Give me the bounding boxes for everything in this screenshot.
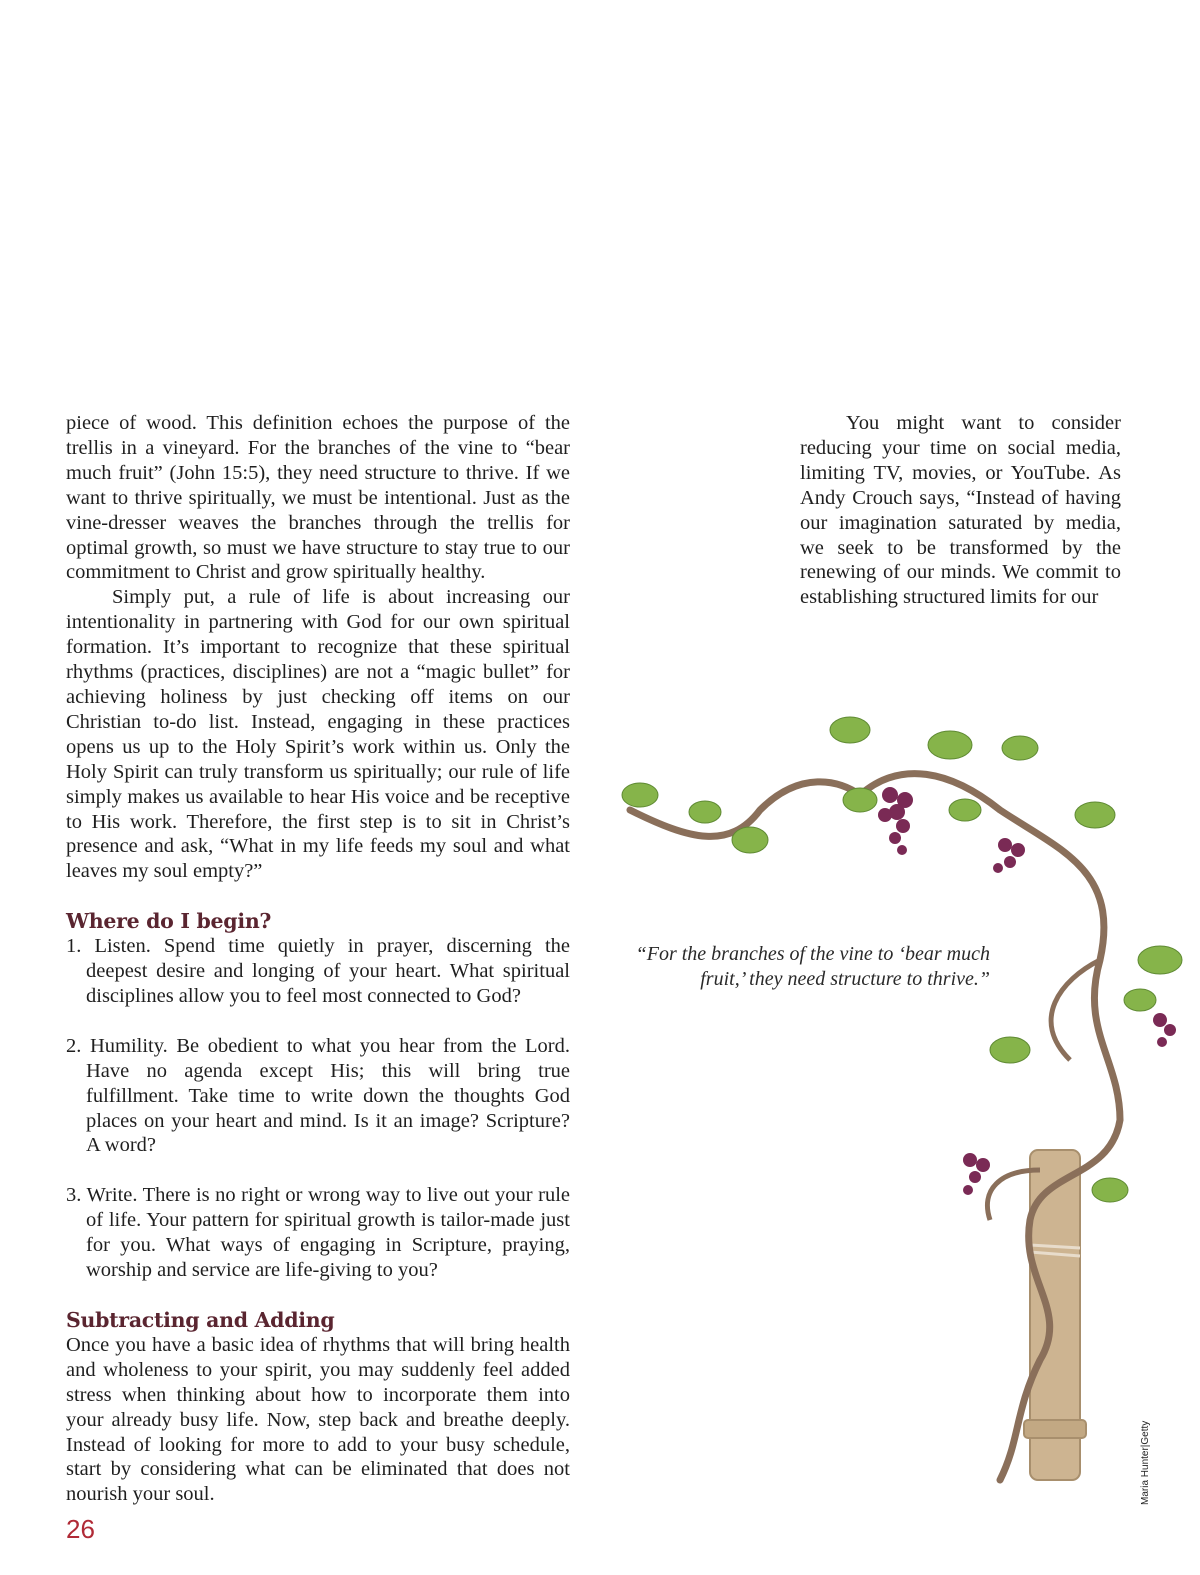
trellis-post	[1024, 1150, 1086, 1480]
body-paragraph: Simply put, a rule of life is about increasing our intentionality in partnering with God for our own spiritual formation. It’s important to recognize that these spiritual rhythms (practices, disciplines) are not a “magic bullet” for achieving holiness by just checking off items on our Christian to-do list. Instead, engaging in these practices opens us up to the Holy Spirit’s work within us. Only the Holy Spirit can truly transform us spiritually; our rule of life simply makes us available to hear His voice and be receptive to His work. Therefore, the first step is to sit in Christ’s presence and ask, “What in my life feeds my soul and what leaves my soul empty?”	[66, 586, 570, 883]
body-paragraph: piece of wood. This definition echoes the purpose of the trellis in a vineyard. For the branches of the vine to “bear much fruit” (John 15:5), they need structure to thrive. If we want to thrive spiritually, we must be intentional. Just as the vine-dresser weaves the branches through the trellis for optimal growth, so must we have structure to stay true to our commitment to Christ and grow spiritually healthy.	[66, 412, 570, 584]
page-number: 26	[66, 1514, 95, 1544]
step-item: 2. Humility. Be obedient to what you hear from the Lord. Have no agenda except His; this will bring true fulfillment. Take time to write down the thoughts God places on your heart and mind. Is it an image? Scripture? A word?	[66, 1034, 570, 1157]
left-column	[66, 411, 570, 1507]
body-paragraph: Once you have a basic idea of rhythms that will bring health and wholeness to your spirit, you may suddenly feel added stress when thinking about how to incorporate them into your already busy life. Now, step back and breathe deeply. Instead of looking for more to add to your busy schedule, start by considering what can be eliminated that does not nourish your soul.	[66, 1333, 570, 1506]
section-heading: Where do I begin?	[66, 909, 272, 934]
section-heading: Subtracting and Adding	[66, 1308, 335, 1332]
body-paragraph: You might want to consider reducing your time on social media, limiting TV, movies, or YouTube. As Andy Crouch says, “Instead of having our imagination saturated by media, we seek to be transformed by the renewing of our minds. We commit to establishing structured limits for our	[800, 412, 1121, 609]
step-item: 1. Listen. Spend time quietly in prayer, discerning the deepest desire and longing of your heart. What spiritual disciplines allow you to feel most connected to God?	[66, 935, 570, 1007]
grapevine-illustration	[600, 700, 1200, 1500]
step-item: 3. Write. There is no right or wrong way to live out your rule of life. Your pattern for spiritual growth is tailor-made just for you. What ways of engaging in Scripture, praying, worship and service are life-giving to you?	[66, 1184, 570, 1282]
photo-credit: Maria Hunter|Getty	[1140, 1420, 1151, 1505]
right-column	[800, 411, 1121, 610]
steps-list	[66, 934, 570, 1283]
pull-quote: “For the branches of the vine to ‘bear much fruit,’ they need structure to thrive.”	[635, 943, 990, 990]
